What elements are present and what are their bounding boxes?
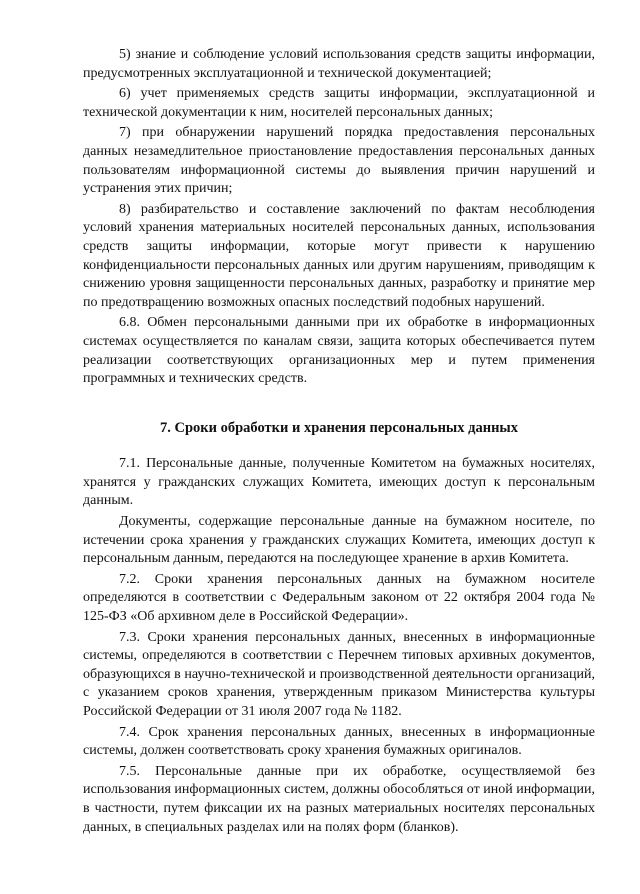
section-heading: 7. Сроки обработки и хранения персональных данных <box>159 419 518 436</box>
paragraph-7-5: 7.5. Персональные данные при их обработке, осуществляемой без использования информационных систем, должны обособляться от иной информации, в частности, путем фиксации их на разных материальных носителях персональных данных, в специальных разделах или на полях форм (бланков). <box>83 763 595 835</box>
paragraph-documents: Документы, содержащие персональные данные на бумажном носителе, по истечении срока хранения у гражданских служащих Комитета, имеющих доступ к персональным данным, передаются на последующее хранение в архив Комитета. <box>83 514 595 567</box>
list-item-6: 6) учет применяемых средств защиты информации, эксплуатационной и технической документации к ним, носителей персональных данных; <box>83 86 595 120</box>
paragraph-7-3: 7.3. Сроки хранения персональных данных, внесенных в информационные системы, определяются в соответствии с Перечнем типовых архивных документов, образующихся в научно-технической и производственной деятельности организаций, с указанием сроков хранения, утвержденным приказом Министерства культуры Российской Федерации от 31 июля 2007 года № 1182. <box>83 629 595 719</box>
paragraph-7-4: 7.4. Срок хранения персональных данных, внесенных в информационные системы, должен соответствовать сроку хранения бумажных оригиналов. <box>83 724 595 759</box>
list-item-5: 5) знание и соблюдение условий использования средств защиты информации, предусмотренных эксплуатационной и технической документацией; <box>83 47 595 81</box>
paragraph-7-1: 7.1. Персональные данные, полученные Комитетом на бумажных носителях, хранятся у гражданских служащих Комитета, имеющих доступ к персональным данным. <box>83 456 595 509</box>
document-page <box>83 46 595 837</box>
list-item-7: 7) при обнаружении нарушений порядка предоставления персональных данных незамедлительное приостановление предоставления персональных данных пользователям информационной системы до выявления причин нарушений и устранения этих причин; <box>83 125 595 197</box>
list-item-8: 8) разбирательство и составление заключений по фактам несоблюдения условий хранения материальных носителей персональных данных, использования средств защиты информации, которые могут привести к нарушению конфиденциальности персональных данных или другим нарушениям, приводящим к снижению уровня защищенности персональных данных, разработку и принятие мер по предотвращению возможных опасных последствий подобных нарушений. <box>83 201 595 310</box>
paragraph-6-8: 6.8. Обмен персональными данными при их обработке в информационных системах осуществляется по каналам связи, защита которых обеспечивается путем реализации соответствующих организационных мер и путем применения программных и технических средств. <box>83 315 595 387</box>
paragraph-7-2: 7.2. Сроки хранения персональных данных на бумажном носителе определяются в соответствии с Федеральным законом от 22 октября 2004 года № 125-ФЗ «Об архивном деле в Российской Федерации». <box>83 571 595 625</box>
